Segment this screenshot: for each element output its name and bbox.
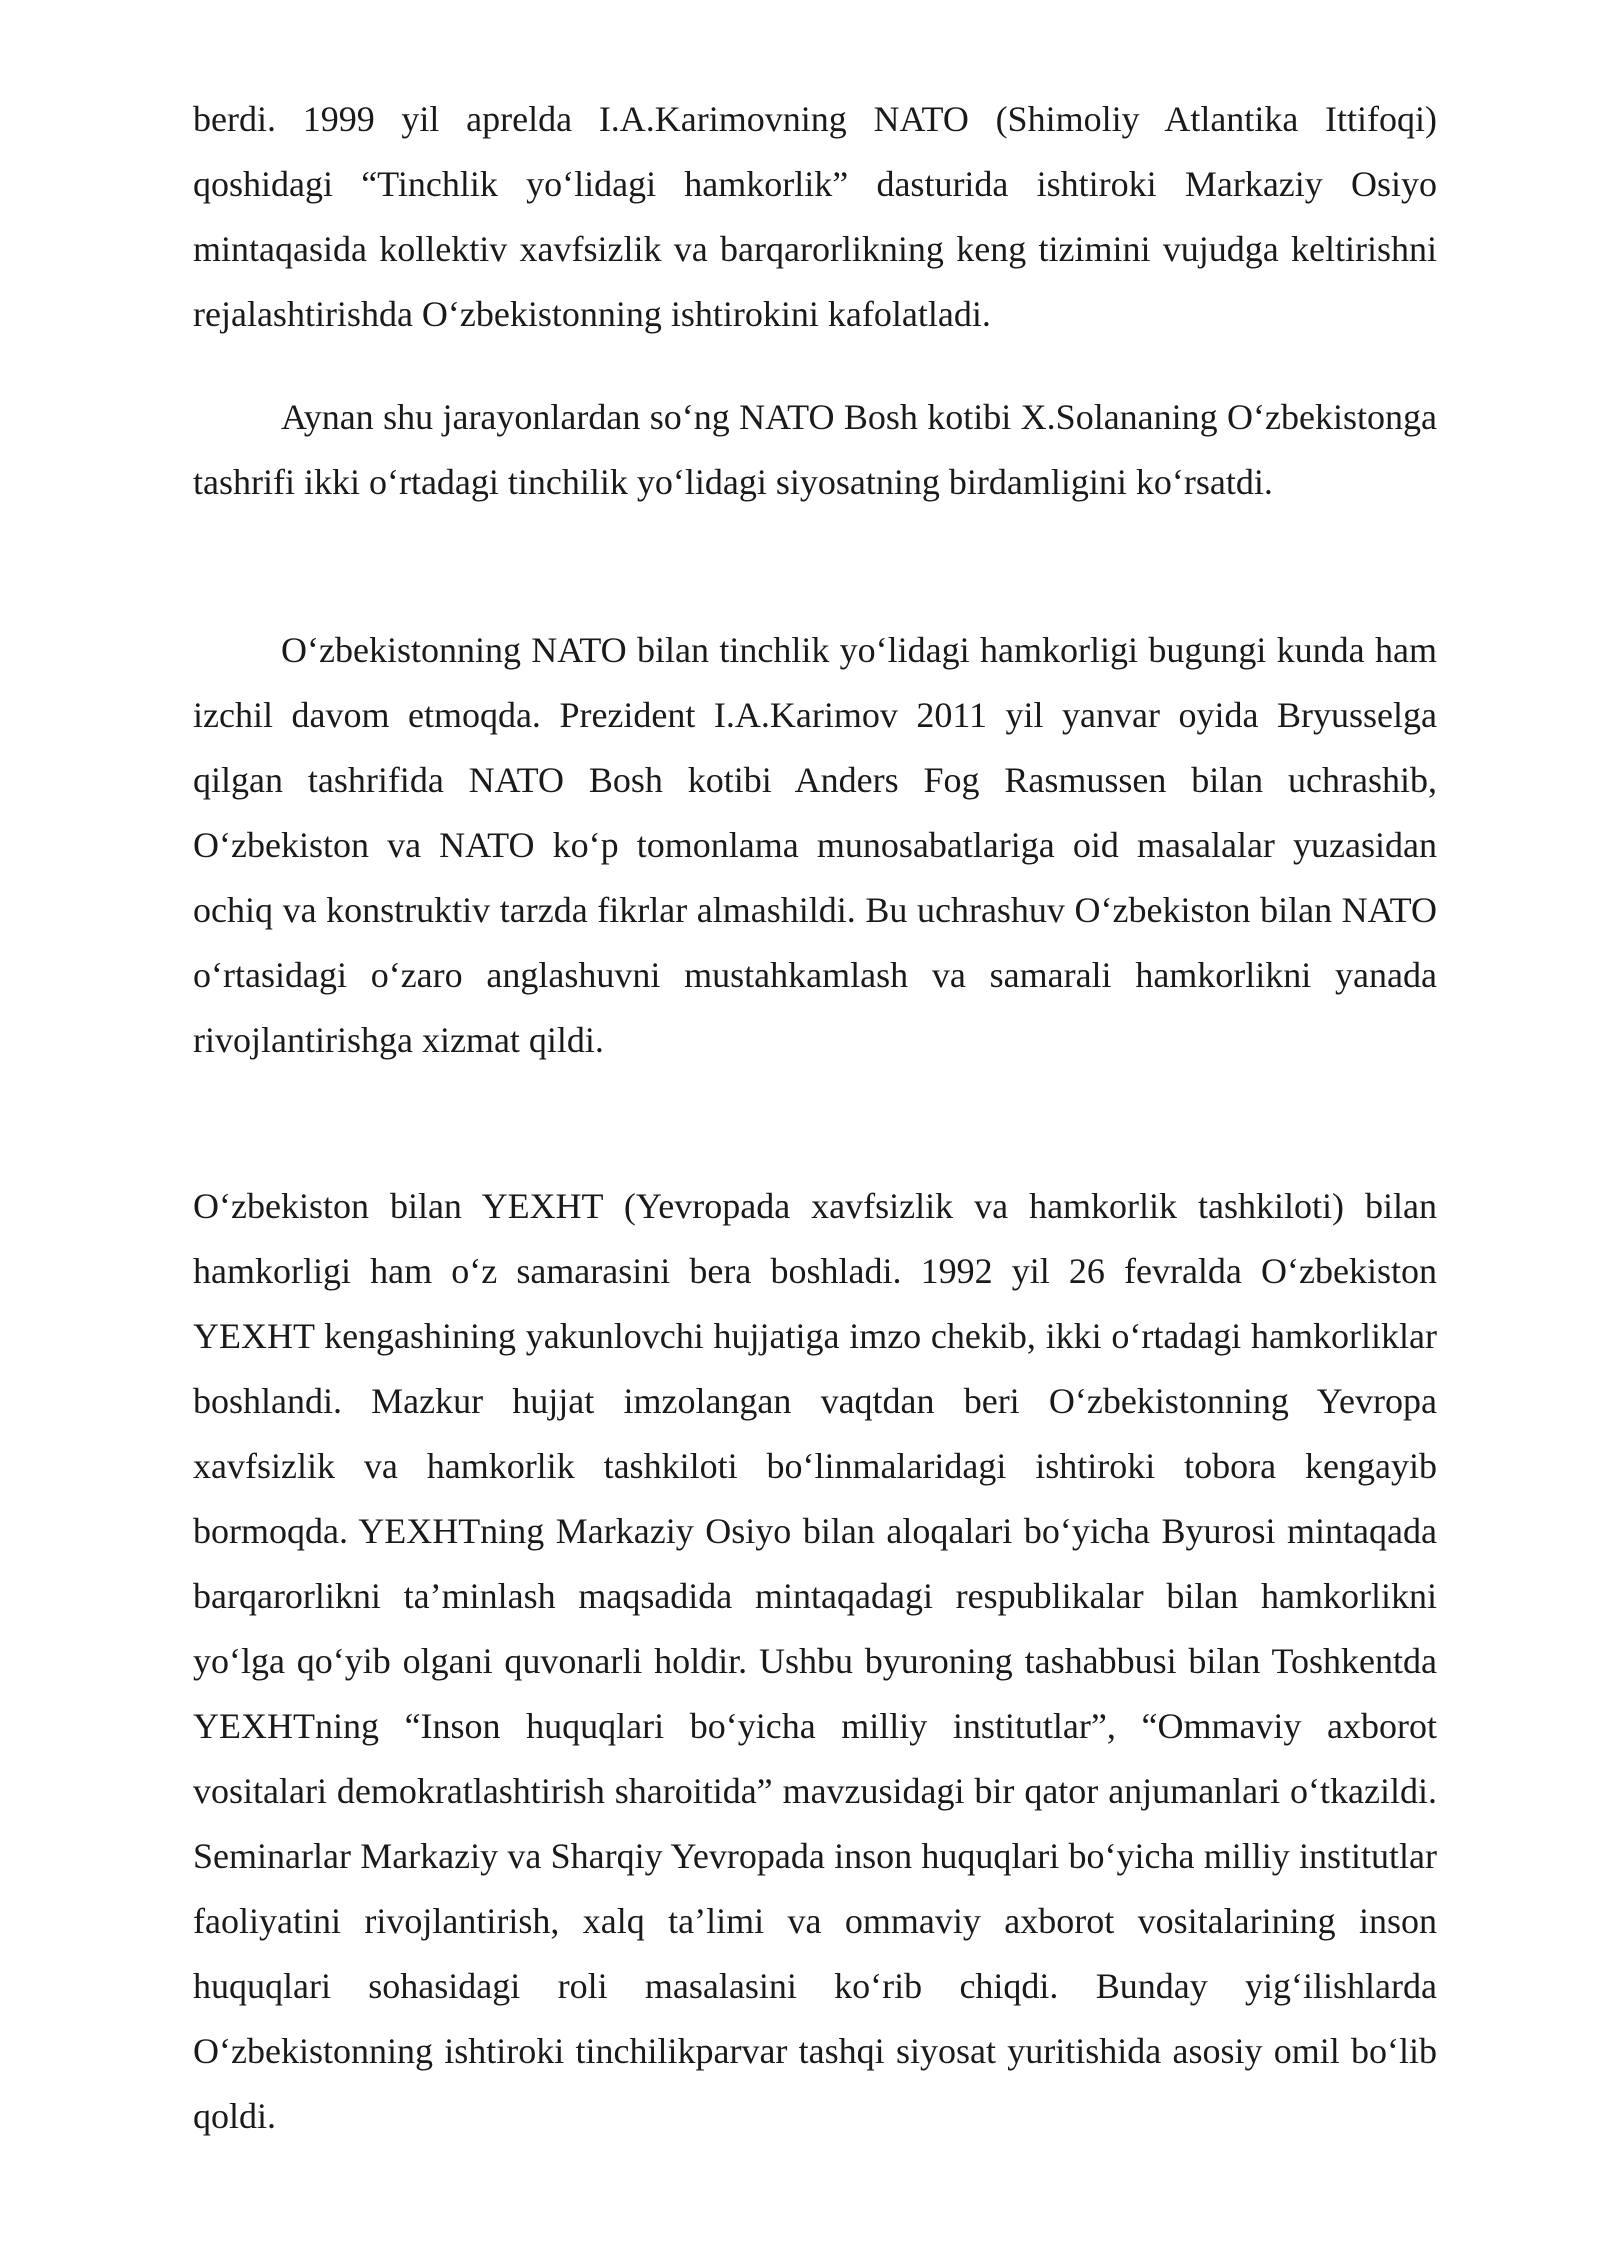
paragraph-solana-visit: Aynan shu jarayonlardan so‘ng NATO Bosh kotibi X.Solananing O‘zbekistonga tashrifi ikki o‘rtadagi tinchilik yo‘lidagi siyosatning birdamligini ko‘rsatdi. — [193, 397, 1437, 502]
paragraph-continuation: berdi. 1999 yil aprelda I.A.Karimovning NATO (Shimoliy Atlantika Ittifoqi) qoshidagi “Tinchlik yo‘lidagi hamkorlik” dasturida ishtiroki Markaziy Osiyo mintaqasida kollektiv xavfsizlik va barqarorlikning keng tizimini vujudga keltirishni rejalashtirishda O‘zbekistonning ishtirokini kafolatladi. — [193, 99, 1437, 334]
paragraph-osce-cooperation: O‘zbekiston bilan YEXHT (Yevropada xavfsizlik va hamkorlik tashkiloti) bilan hamkorligi ham o‘z samarasini bera boshladi. 1992 yil 26 fevralda O‘zbekiston YEXHT kengashining yakunlovchi hujjatiga imzo chekib, ikki o‘rtadagi hamkorliklar boshlandi. Mazkur hujjat imzolangan vaqtdan beri O‘zbekistonning Yevropa xavfsizlik va hamkorlik tashkiloti bo‘linmalaridagi ishtiroki tobora kengayib bormoqda. YEXHTning Markaziy Osiyo bilan aloqalari bo‘yicha Byurosi mintaqada barqarorlikni ta’minlash maqsadida mintaqadagi respublikalar bilan hamkorlikni yo‘lga qo‘yib olgani quvonarli holdir. Ushbu byuroning tashabbusi bilan Toshkentda YEXHTning “Inson huquqlari bo‘yicha milliy institutlar”, “Ommaviy axborot vositalari demokratlashtirish sharoitida” mavzusidagi bir qator anjumanlari o‘tkazildi. Seminarlar Markaziy va Sharqiy Yevropada inson huquqlari bo‘yicha milliy institutlar faoliyatini rivojlantirish, xalq ta’limi va ommaviy axborot vositalarining inson huquqlari sohasidagi roli masalasini ko‘rib chiqdi. Bunday yig‘ilishlarda O‘zbekistonning ishtiroki tinchilikparvar tashqi siyosat yuritishida asosiy omil bo‘lib qoldi. — [193, 1186, 1437, 2136]
paragraph-nato-cooperation: O‘zbekistonning NATO bilan tinchlik yo‘lidagi hamkorligi bugungi kunda ham izchil davom etmoqda. Prezident I.A.Karimov 2011 yil yanvar oyida Bryusselga qilgan tashrifida NATO Bosh kotibi Anders Fog Rasmussen bilan uchrashib, O‘zbekiston va NATO ko‘p tomonlama munosabatlariga oid masalalar yuzasidan ochiq va konstruktiv tarzda fikrlar almashildi. Bu uchrashuv O‘zbekiston bilan NATO o‘rtasidagi o‘zaro anglashuvni mustahkamlash va samarali hamkorlikni yanada rivojlantirishga xizmat qildi. — [193, 630, 1437, 1060]
